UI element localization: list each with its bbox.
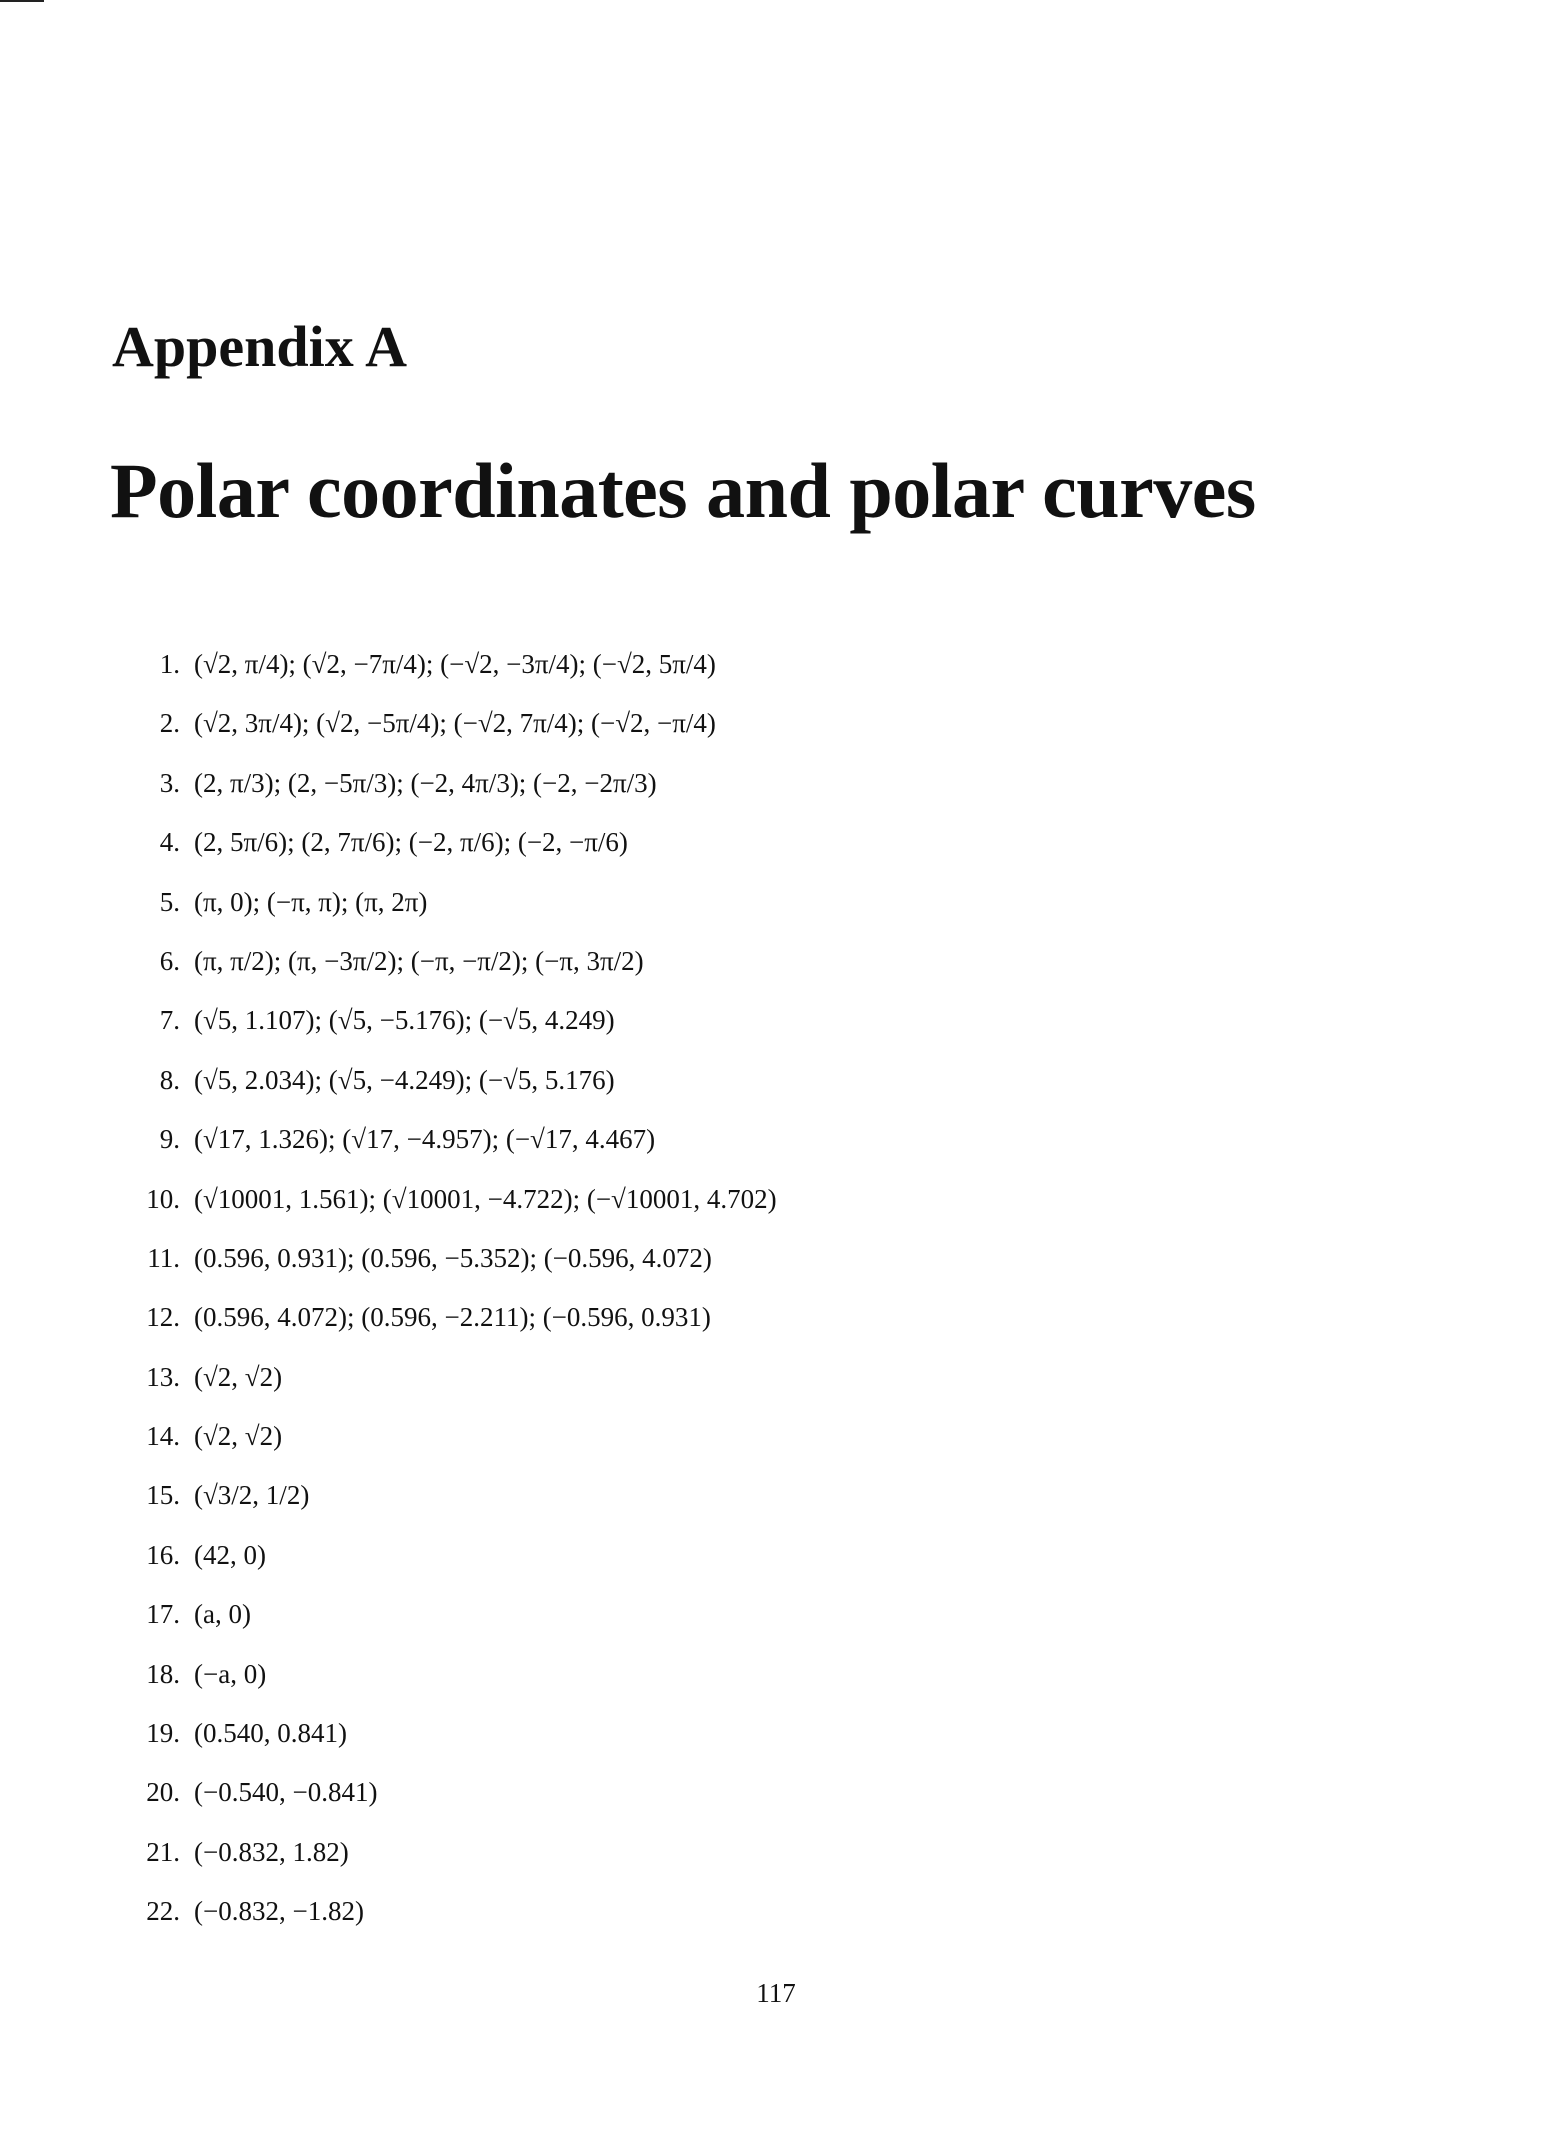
answer-number: 6. (159, 945, 180, 976)
chapter-title: Polar coordinates and polar curves (110, 447, 1256, 534)
answer-number: 2. (159, 708, 180, 739)
answer-text: (0.596, 0.931); (0.596, −5.352); (−0.596, 4.072) (194, 1242, 712, 1273)
answer-text: (√5, 2.034); (√5, −4.249); (−√5, 5.176) (194, 1064, 615, 1095)
answer-text: (√17, 1.326); (√17, −4.957); (−√17, 4.467) (194, 1124, 656, 1155)
answer-number: 18. (146, 1658, 180, 1689)
answer-item (118, 1479, 777, 1538)
answer-text: (42, 0) (194, 1539, 266, 1570)
answer-number: 7. (159, 1005, 180, 1036)
answer-number: 19. (146, 1718, 180, 1749)
answer-text: (√5, 1.107); (√5, −5.176); (−√5, 4.249) (194, 1005, 615, 1036)
answer-number: 8. (159, 1064, 180, 1095)
answer-text: (0.540, 0.841) (194, 1718, 347, 1749)
answer-item (118, 1658, 777, 1717)
answer-number: 15. (146, 1480, 180, 1511)
answer-item (118, 1598, 777, 1657)
answer-text: (a, 0) (194, 1599, 251, 1630)
answer-text: (√2, 3π/4); (√2, −5π/4); (−√2, 7π/4); (−√2, −π/4) (194, 708, 716, 739)
answer-text: (√2, π/4); (√2, −7π/4); (−√2, −3π/4); (−√2, 5π/4) (194, 649, 716, 679)
answer-item (118, 886, 777, 945)
answer-item (118, 1242, 777, 1301)
answer-item (118, 767, 777, 826)
answer-number: 4. (159, 827, 180, 858)
answer-text: (√2, √2) (194, 1361, 283, 1392)
appendix-label: Appendix A (112, 314, 407, 379)
answer-item (118, 1895, 777, 1954)
answer-text: (−0.832, 1.82) (194, 1836, 349, 1867)
answer-text: (−0.832, −1.82) (194, 1896, 364, 1927)
answer-item (118, 1064, 777, 1123)
answer-number: 22. (146, 1896, 180, 1927)
answer-text: (−a, 0) (194, 1658, 267, 1689)
answer-text: (π, π/2); (π, −3π/2); (−π, −π/2); (−π, 3π/2) (194, 945, 644, 976)
answer-text: (√3/2, 1/2) (194, 1480, 310, 1511)
answer-number: 20. (146, 1777, 180, 1808)
answer-item (118, 1776, 777, 1835)
answer-number: 12. (146, 1302, 180, 1333)
answer-number: 11. (147, 1242, 180, 1273)
answer-number: 10. (146, 1183, 180, 1214)
answer-item (118, 945, 777, 1004)
answer-text: (√2, √2) (194, 1421, 283, 1452)
answer-item (118, 1301, 777, 1360)
answer-text: (π, 0); (−π, π); (π, 2π) (194, 886, 428, 917)
answer-number: 3. (159, 767, 180, 798)
answer-number: 1. (159, 649, 180, 679)
answer-item (118, 1004, 777, 1063)
answer-text: (−0.540, −0.841) (194, 1777, 378, 1808)
answer-number: 16. (146, 1539, 180, 1570)
answer-item (118, 826, 777, 885)
answer-number: 17. (146, 1599, 180, 1630)
answer-number: 13. (146, 1361, 180, 1392)
answer-text: (√10001, 1.561); (√10001, −4.722); (−√10001, 4.702) (194, 1183, 777, 1214)
answer-item (118, 1717, 777, 1776)
answer-number: 14. (146, 1421, 180, 1452)
answer-number: 9. (159, 1124, 180, 1155)
answer-item (118, 1420, 777, 1479)
answer-item (118, 1123, 777, 1182)
answer-item (118, 648, 777, 707)
answer-item (118, 1836, 777, 1895)
answer-text: (0.596, 4.072); (0.596, −2.211); (−0.596, 0.931) (194, 1302, 711, 1333)
answer-item (118, 1361, 777, 1420)
answer-text: (2, π/3); (2, −5π/3); (−2, 4π/3); (−2, −2π/3) (194, 767, 657, 798)
answer-item (118, 1539, 777, 1598)
answer-text: (2, 5π/6); (2, 7π/6); (−2, π/6); (−2, −π/6) (194, 827, 628, 858)
answer-item (118, 707, 777, 766)
answer-item (118, 1183, 777, 1242)
page-number: 117 (756, 1978, 796, 2008)
answer-list (118, 648, 777, 1955)
answer-number: 21. (146, 1836, 180, 1867)
answer-number: 5. (159, 886, 180, 917)
